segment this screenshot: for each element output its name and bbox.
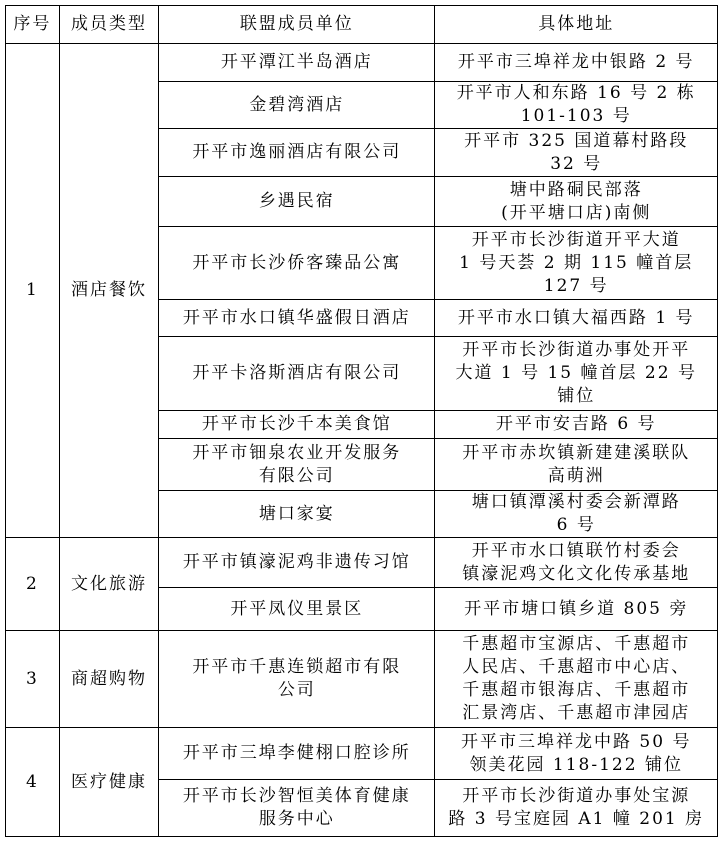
member-unit-cell bbox=[159, 631, 435, 728]
address-text: 塘中路硐民部落 bbox=[509, 179, 643, 200]
member-unit-text: 公司 bbox=[277, 680, 316, 700]
member-type-cell: 文化旅游 bbox=[59, 538, 158, 631]
member-unit-cell bbox=[159, 82, 435, 129]
member-unit-cell bbox=[159, 491, 435, 538]
table-body bbox=[6, 44, 718, 837]
address-text: 开平市长沙街道办事处开平 bbox=[462, 340, 691, 360]
member-unit-cell bbox=[159, 227, 435, 300]
address-text: 127 号 bbox=[543, 275, 609, 296]
table-header-row bbox=[6, 6, 718, 44]
address-text: 铺位 bbox=[557, 386, 596, 406]
address-cell bbox=[435, 44, 718, 82]
header-member-unit: 联盟成员单位 bbox=[159, 6, 435, 44]
member-unit-cell bbox=[159, 411, 435, 439]
member-unit-text: 开平市镇濠泥鸡非遗传习馆 bbox=[182, 552, 411, 572]
header-address: 具体地址 bbox=[435, 6, 718, 44]
member-unit-text: 开平市长沙千本美食馆 bbox=[201, 414, 392, 434]
member-unit-text: 开平市水口镇华盛假日酒店 bbox=[182, 307, 411, 328]
member-unit-text: 开平市长沙智恒美体育健康 bbox=[182, 786, 411, 806]
member-unit-cell bbox=[159, 728, 435, 780]
row-index-cell: 2 bbox=[6, 538, 60, 631]
row-index-cell: 3 bbox=[6, 631, 60, 728]
address-text: 汇景湾店、千惠超市津园店 bbox=[462, 703, 691, 723]
member-unit-text: 开平市三埠李健栩口腔诊所 bbox=[182, 743, 411, 763]
member-type-cell: 酒店餐饮 bbox=[59, 44, 158, 538]
address-cell bbox=[435, 129, 718, 177]
address-text: 6 号 bbox=[556, 515, 596, 535]
member-unit-text: 服务中心 bbox=[258, 809, 335, 829]
member-unit-text: 金碧湾酒店 bbox=[249, 94, 345, 115]
address-text: 开平市人和东路 16 号 2 栋 bbox=[456, 83, 696, 103]
member-type-cell: 医疗健康 bbox=[59, 728, 158, 837]
member-type-cell: 商超购物 bbox=[59, 631, 158, 728]
address-text: 101-103 号 bbox=[520, 106, 632, 126]
address-text: 开平市三埠祥龙中银路 2 号 bbox=[457, 52, 695, 72]
address-text: 塘口镇潭溪村委会新潭路 bbox=[471, 492, 681, 512]
address-cell bbox=[435, 337, 718, 411]
member-unit-text: 开平卡洛斯酒店有限公司 bbox=[192, 363, 402, 383]
address-text: 开平市 325 国道幕村路段 bbox=[464, 130, 689, 151]
address-cell bbox=[435, 780, 718, 837]
address-cell bbox=[435, 177, 718, 227]
member-unit-cell bbox=[159, 300, 435, 337]
row-index-cell: 1 bbox=[6, 44, 60, 538]
address-cell bbox=[435, 491, 718, 538]
member-unit-text: 乡遇民宿 bbox=[258, 191, 335, 211]
address-cell bbox=[435, 728, 718, 780]
address-text: 1 号天荟 2 期 115 幢首层 bbox=[459, 252, 694, 273]
table-row bbox=[6, 44, 718, 82]
member-unit-cell bbox=[159, 588, 435, 631]
member-unit-text: 开平潭江半岛酒店 bbox=[220, 52, 373, 72]
address-text: 开平市三埠祥龙中路 50 号 bbox=[461, 731, 692, 752]
table-row bbox=[6, 631, 718, 728]
address-text: 开平市赤坎镇新建建溪联队 bbox=[462, 442, 691, 463]
address-text: 开平市长沙街道办事处宝源 bbox=[462, 786, 691, 806]
address-text: 开平市塘口镇乡道 805 旁 bbox=[464, 598, 689, 619]
address-cell bbox=[435, 82, 718, 129]
table-row bbox=[6, 728, 718, 780]
address-text: 人民店、千惠超市中心店、 bbox=[462, 657, 691, 677]
member-unit-text: 塘口家宴 bbox=[258, 503, 335, 524]
header-member-type: 成员类型 bbox=[59, 6, 158, 44]
header-index: 序号 bbox=[6, 6, 60, 44]
member-unit-text: 开平市逸丽酒店有限公司 bbox=[192, 142, 402, 162]
address-text: 千惠超市宝源店、千惠超市 bbox=[462, 634, 691, 654]
address-cell bbox=[435, 631, 718, 728]
address-cell bbox=[435, 227, 718, 300]
address-cell bbox=[435, 439, 718, 491]
address-text: 开平市长沙街道开平大道 bbox=[471, 229, 681, 250]
address-text: 高萌洲 bbox=[547, 465, 605, 486]
member-unit-cell bbox=[159, 337, 435, 411]
address-text: 镇濠泥鸡文化文化传承基地 bbox=[462, 563, 691, 584]
address-cell bbox=[435, 588, 718, 631]
address-text: 领美花园 118-122 铺位 bbox=[469, 754, 683, 775]
address-text: 32 号 bbox=[550, 153, 603, 174]
member-unit-cell bbox=[159, 129, 435, 177]
member-unit-text: 有限公司 bbox=[258, 465, 335, 486]
member-unit-cell bbox=[159, 439, 435, 491]
address-text: 开平市安吉路 6 号 bbox=[495, 414, 657, 434]
member-units-table bbox=[5, 5, 718, 837]
member-unit-cell bbox=[159, 44, 435, 82]
member-unit-text: 开平凤仪里景区 bbox=[230, 598, 364, 619]
row-index-cell: 4 bbox=[6, 728, 60, 837]
address-text: 开平市水口镇大福西路 1 号 bbox=[457, 307, 695, 328]
member-unit-cell bbox=[159, 177, 435, 227]
address-text: 路 3 号宝庭园 A1 幢 201 房 bbox=[448, 809, 705, 829]
address-cell bbox=[435, 300, 718, 337]
address-text: 开平市水口镇联竹村委会 bbox=[471, 540, 681, 561]
member-unit-text: 开平市千惠连锁超市有限 bbox=[192, 657, 402, 677]
address-text: (开平塘口店)南侧 bbox=[501, 202, 652, 223]
address-text: 大道 1 号 15 幢首层 22 号 bbox=[455, 363, 697, 383]
member-unit-cell bbox=[159, 780, 435, 837]
member-unit-cell bbox=[159, 538, 435, 588]
address-cell bbox=[435, 538, 718, 588]
member-unit-text: 开平市长沙侨客臻品公寓 bbox=[192, 252, 402, 273]
member-unit-text: 开平市钿泉农业开发服务 bbox=[192, 442, 402, 463]
address-text: 千惠超市银海店、千惠超市 bbox=[462, 680, 691, 700]
address-cell bbox=[435, 411, 718, 439]
table-row bbox=[6, 538, 718, 588]
